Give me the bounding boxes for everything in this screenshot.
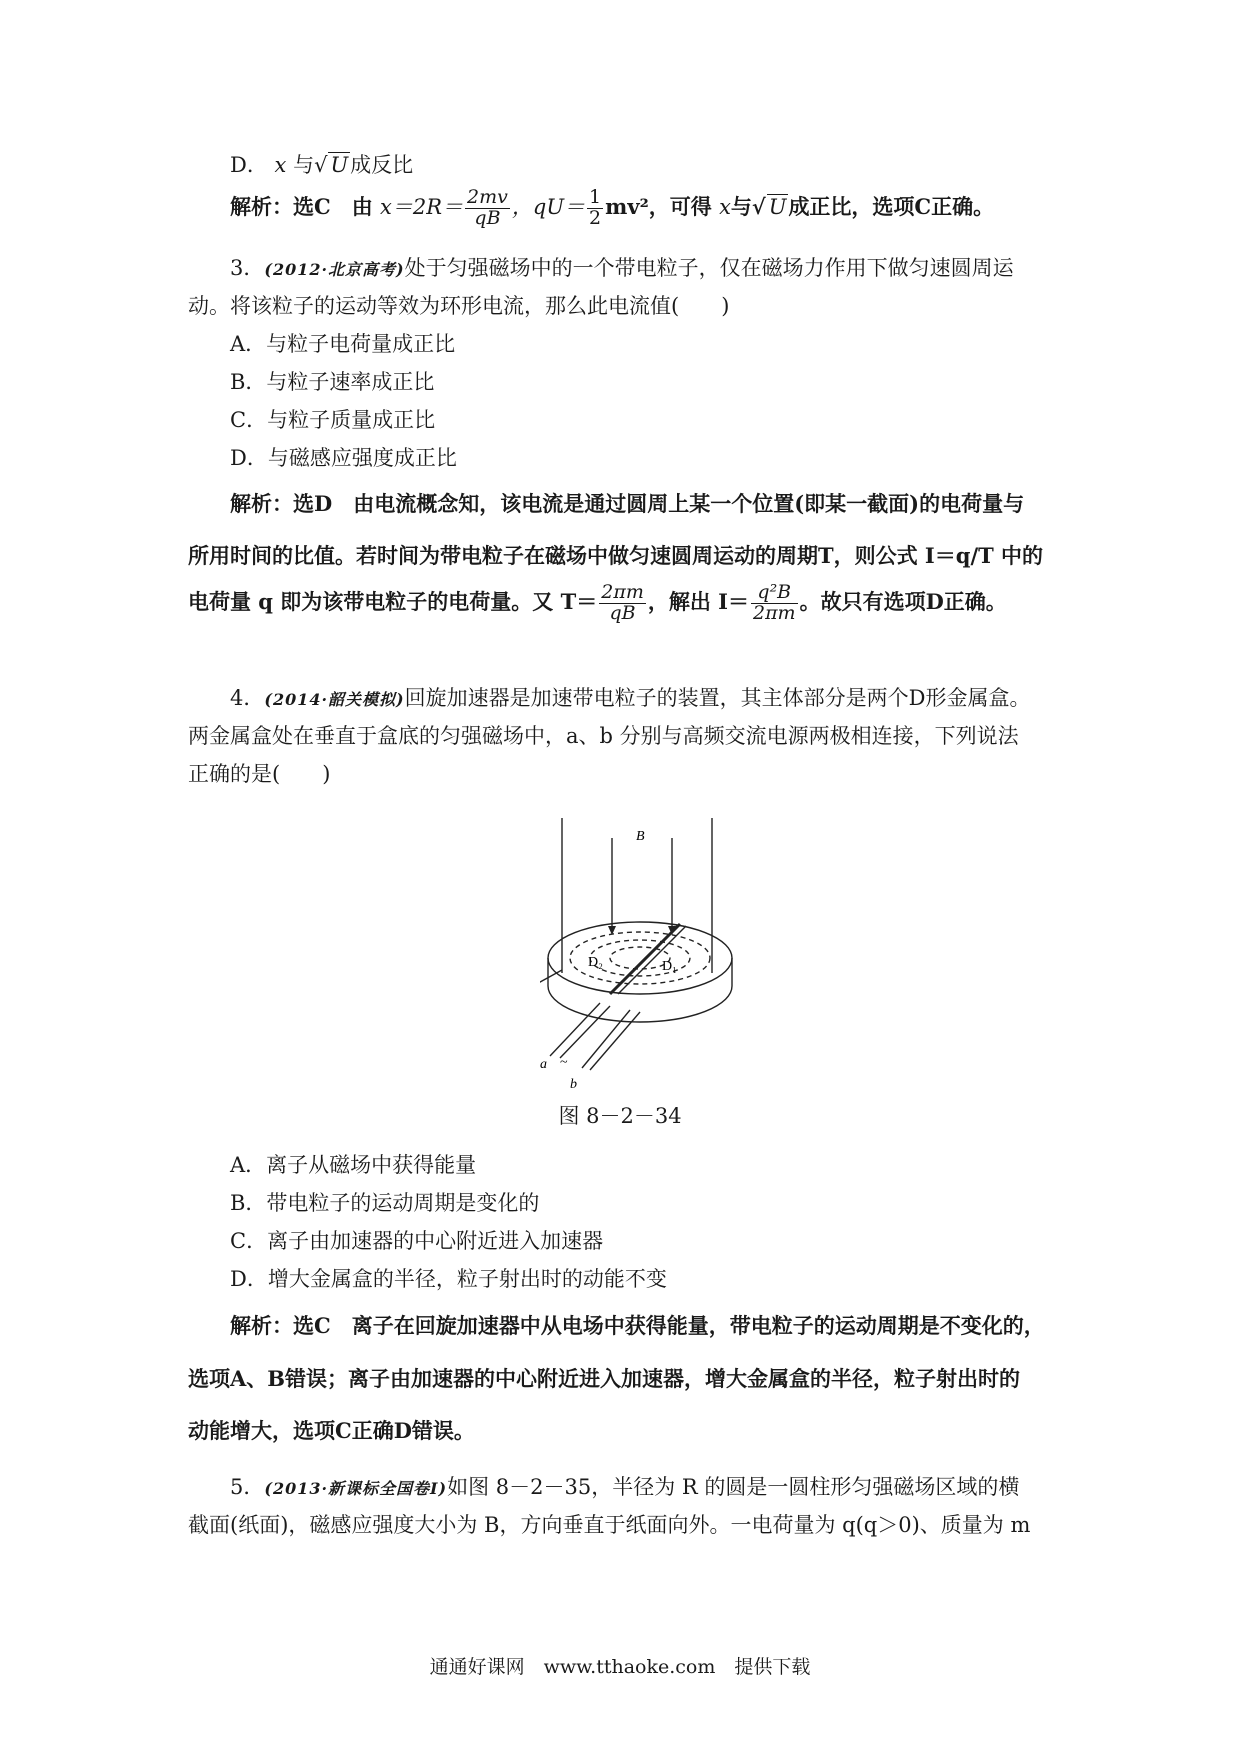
equation: mv²，可得 [605,194,712,219]
equation: ，qU＝ [511,195,586,219]
page-footer: 通通好课网 www.tthaoke.com 提供下载 [429,1656,811,1678]
q4-analysis-line-1: 解析：选C 离子在回旋加速器中从电场中获得能量，带电粒子的运动周期是不变化的， [230,1313,1045,1338]
lead-a [560,1006,610,1058]
question-source: (2012·北京高考) [264,260,405,279]
stem-text: 处于匀强磁场中的一个带电粒子，仅在磁场力作用下做匀速圆周运 [404,256,1014,280]
lead-b [582,1010,630,1068]
question-number: 4． [230,686,265,710]
q3-analysis-line-1: 解析：选D 由电流概念知，该电流是通过圆周上某一个位置(即某一截面)的电荷量与 [230,491,1025,516]
q4-option-a: A．离子从磁场中获得能量 [230,1153,477,1177]
q4-analysis-line-2: 选项A、B错误；离子由加速器的中心附近进入加速器，增大金属盒的半径，粒子射出时的 [188,1366,1021,1391]
q4-stem-line-2: 两金属盒处在垂直于盒底的匀强磁场中，a、b 分别与高频交流电源两极相连接，下列说法 [188,724,1019,748]
denominator: 2 [589,207,602,229]
text: ，解出 I＝ [647,589,749,614]
figure-caption: 图 8－2－34 [558,1104,682,1128]
radicand: U [768,195,787,219]
q3-analysis-line-3 [188,580,1007,624]
label-d1: D₁ [662,959,677,974]
stem-text: 回旋加速器是加速带电粒子的装置，其主体部分是两个D形金属盒。 [404,686,1031,710]
cyclotron-figure [540,818,740,1088]
q5-stem-line-1 [230,1472,1019,1504]
text: 成正比，选项C正确。 [788,194,995,219]
q4-option-b: B．带电粒子的运动周期是变化的 [230,1191,540,1215]
arrow [540,970,562,993]
sqrt-icon: √ [751,194,766,219]
fraction [465,188,510,229]
analysis-prefix: 解析：选C 由 [230,194,373,219]
q3-stem-line-2: 动。将该粒子的运动等效为环形电流，那么此电流值( ) [188,294,730,318]
q4-analysis-line-3: 动能增大，选项C正确D错误。 [188,1418,475,1443]
numerator: q²B [751,583,798,604]
q3-option-a: A．与粒子电荷量成正比 [230,332,456,356]
q4-stem-line-1 [230,683,1030,715]
q4-option-c: C．离子由加速器的中心附近进入加速器 [230,1229,604,1253]
numerator: 2mv [467,186,508,209]
fraction [599,583,646,624]
q2-analysis [230,185,994,229]
label-b-field: B [636,829,645,844]
text: 。故只有选项D正确。 [799,589,1007,614]
arrow-head [608,926,616,935]
q4-option-d: D．增大金属盒的半径，粒子射出时的动能不变 [230,1267,667,1291]
numerator: 1 [589,186,602,209]
q4-stem-line-3: 正确的是( ) [188,762,331,786]
var-x: x [719,195,731,219]
label-ac-source: ~ [560,1055,568,1070]
q3-option-d: D．与磁感应强度成正比 [230,446,457,470]
question-number: 3． [230,256,265,280]
stem-text: 如图 8－2－35，半径为 R 的圆是一圆柱形匀强磁场区域的横 [447,1475,1020,1499]
label-a: a [540,1057,547,1072]
question-source: (2014·韶关模拟) [264,690,405,709]
text: 电荷量 q 即为该带电粒子的电荷量。又 T＝ [188,589,598,614]
label-d2: D₂ [588,955,603,970]
numerator: 2πm [601,581,644,604]
fraction [587,188,603,229]
option-label: D． [230,153,268,177]
denominator: qB [474,207,501,229]
question-number: 5． [230,1475,265,1499]
equation: x＝2R＝ [380,195,464,219]
radicand: U [330,153,349,177]
q3-analysis-line-2: 所用时间的比值。若时间为带电粒子在磁场中做匀速圆周运动的周期T，则公式 I＝q/T 中的 [188,543,1044,568]
fraction [751,583,798,624]
q5-stem-line-2: 截面(纸面)，磁感应强度大小为 B，方向垂直于纸面向外。一电荷量为 q(q＞0)、质量为 m [188,1513,1031,1537]
q3-option-b: B．与粒子速率成正比 [230,370,435,394]
q2-option-d [230,150,413,180]
label-b: b [570,1077,577,1088]
var-x: x [274,153,287,177]
denominator: qB [609,602,636,624]
denominator: 2πm [752,602,796,624]
question-source: (2013·新课标全国卷Ⅰ) [264,1479,448,1498]
q3-stem-line-1 [230,253,1014,285]
text: 与 [293,153,315,177]
q3-option-c: C．与粒子质量成正比 [230,408,436,432]
text: 成反比 [350,153,414,177]
text: 与 [730,194,752,219]
disk-top [548,922,732,994]
sqrt-icon: √ [314,153,328,177]
